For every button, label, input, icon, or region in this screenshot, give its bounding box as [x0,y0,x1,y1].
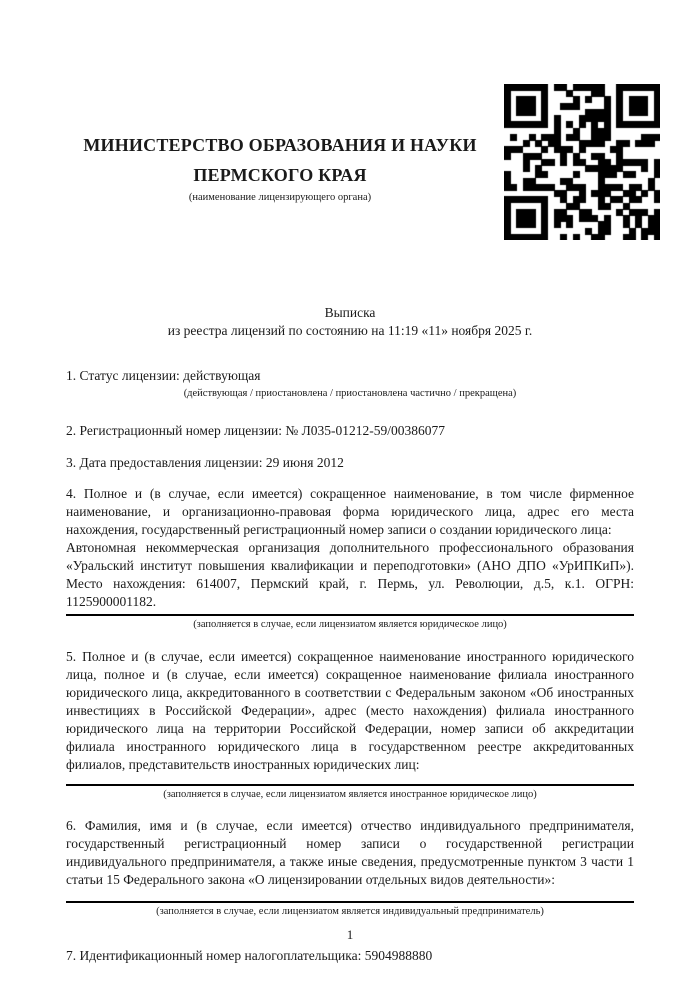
ministry-name-line2: ПЕРМСКОГО КРАЯ [193,165,367,185]
document-subtitle: из реестра лицензий по состоянию на 11:19 «11» ноября 2025 г. [167,323,533,338]
document-title: Выписка [324,305,376,320]
item-5-foreign-entity-caption: (заполняется в случае, если лицензиатом является иностранное юридическое лицо) [163,789,537,800]
document-title-block [66,304,634,340]
licensing-authority-header [68,130,492,205]
item-1-license-status: 1. Статус лицензии: действующая [66,368,261,383]
item-1-status-options-caption: (действующая / приостановлена / приостановлена частично / прекращена) [183,388,517,399]
item-6-entrepreneur-label: 6. Фамилия, имя и (в случае, если имеется) отчество индивидуального предпринимателя, государственный регистрационный номер записи о государственной регистрации индивидуального предпринимателя, а также иные сведения, предусмотренные пунктом 3 части 1 статьи 15 Федерального закона «О лицензировании отдельных видов деятельности»: [66,818,634,887]
ministry-name-line1: МИНИСТЕРСТВО ОБРАЗОВАНИЯ И НАУКИ [83,135,477,155]
item-3-grant-date: 3. Дата предоставления лицензии: 29 июня 2012 [66,455,344,470]
ministry-caption: (наименование лицензирующего органа) [188,192,372,203]
item-6-entrepreneur-caption: (заполняется в случае, если лицензиатом является индивидуальный предприниматель) [156,906,544,917]
item-7-taxpayer-number: 7. Идентификационный номер налогоплательщика: 5904988880 [66,948,433,963]
item-6-separator-line [66,901,634,903]
item-4-separator-line [66,614,634,616]
item-4-legal-entity-caption: (заполняется в случае, если лицензиатом является юридическое лицо) [193,619,507,630]
qr-code-icon [504,84,660,240]
document-body [66,367,634,965]
item-4-legal-entity-value: Автономная некоммерческая организация дополнительного профессионального образования «Уральский институт повышения квалификации и переподготовки» (АНО ДПО «УрИПКиП»). Место нахождения: 614007, Пермский край, г. Пермь, ул. Революции, д.5, к.1. ОГРН: 1125900001182. [66,540,634,609]
item-4-legal-entity-label: 4. Полное и (в случае, если имеется) сокращенное наименование, в том числе фирменное наименование, и организационно-правовая форма юридического лица, адрес его места нахождения, государственный регистрационный номер записи о создании юридического лица: [66,486,634,537]
page-number: 1 [346,927,354,942]
item-2-registration-number: 2. Регистрационный номер лицензии: № Л035-01212-59/00386077 [66,423,446,438]
item-5-foreign-entity-label: 5. Полное и (в случае, если имеется) сокращенное наименование иностранного юридического лица, полное и (в случае, если имеется) сокращенное наименование филиала иностранного юридического лица, аккредитованного в соответствии с Федеральным законом «Об иностранных инвестициях в Российской Федерации», адрес (место нахождения) филиала иностранного юридического лица на территории Российской Федерации, номер записи об аккредитации филиала иностранного юридического лица в государственном реестре аккредитованных филиалов, представительств иностранных юридических лиц: [66,649,634,772]
item-5-separator-line [66,784,634,786]
